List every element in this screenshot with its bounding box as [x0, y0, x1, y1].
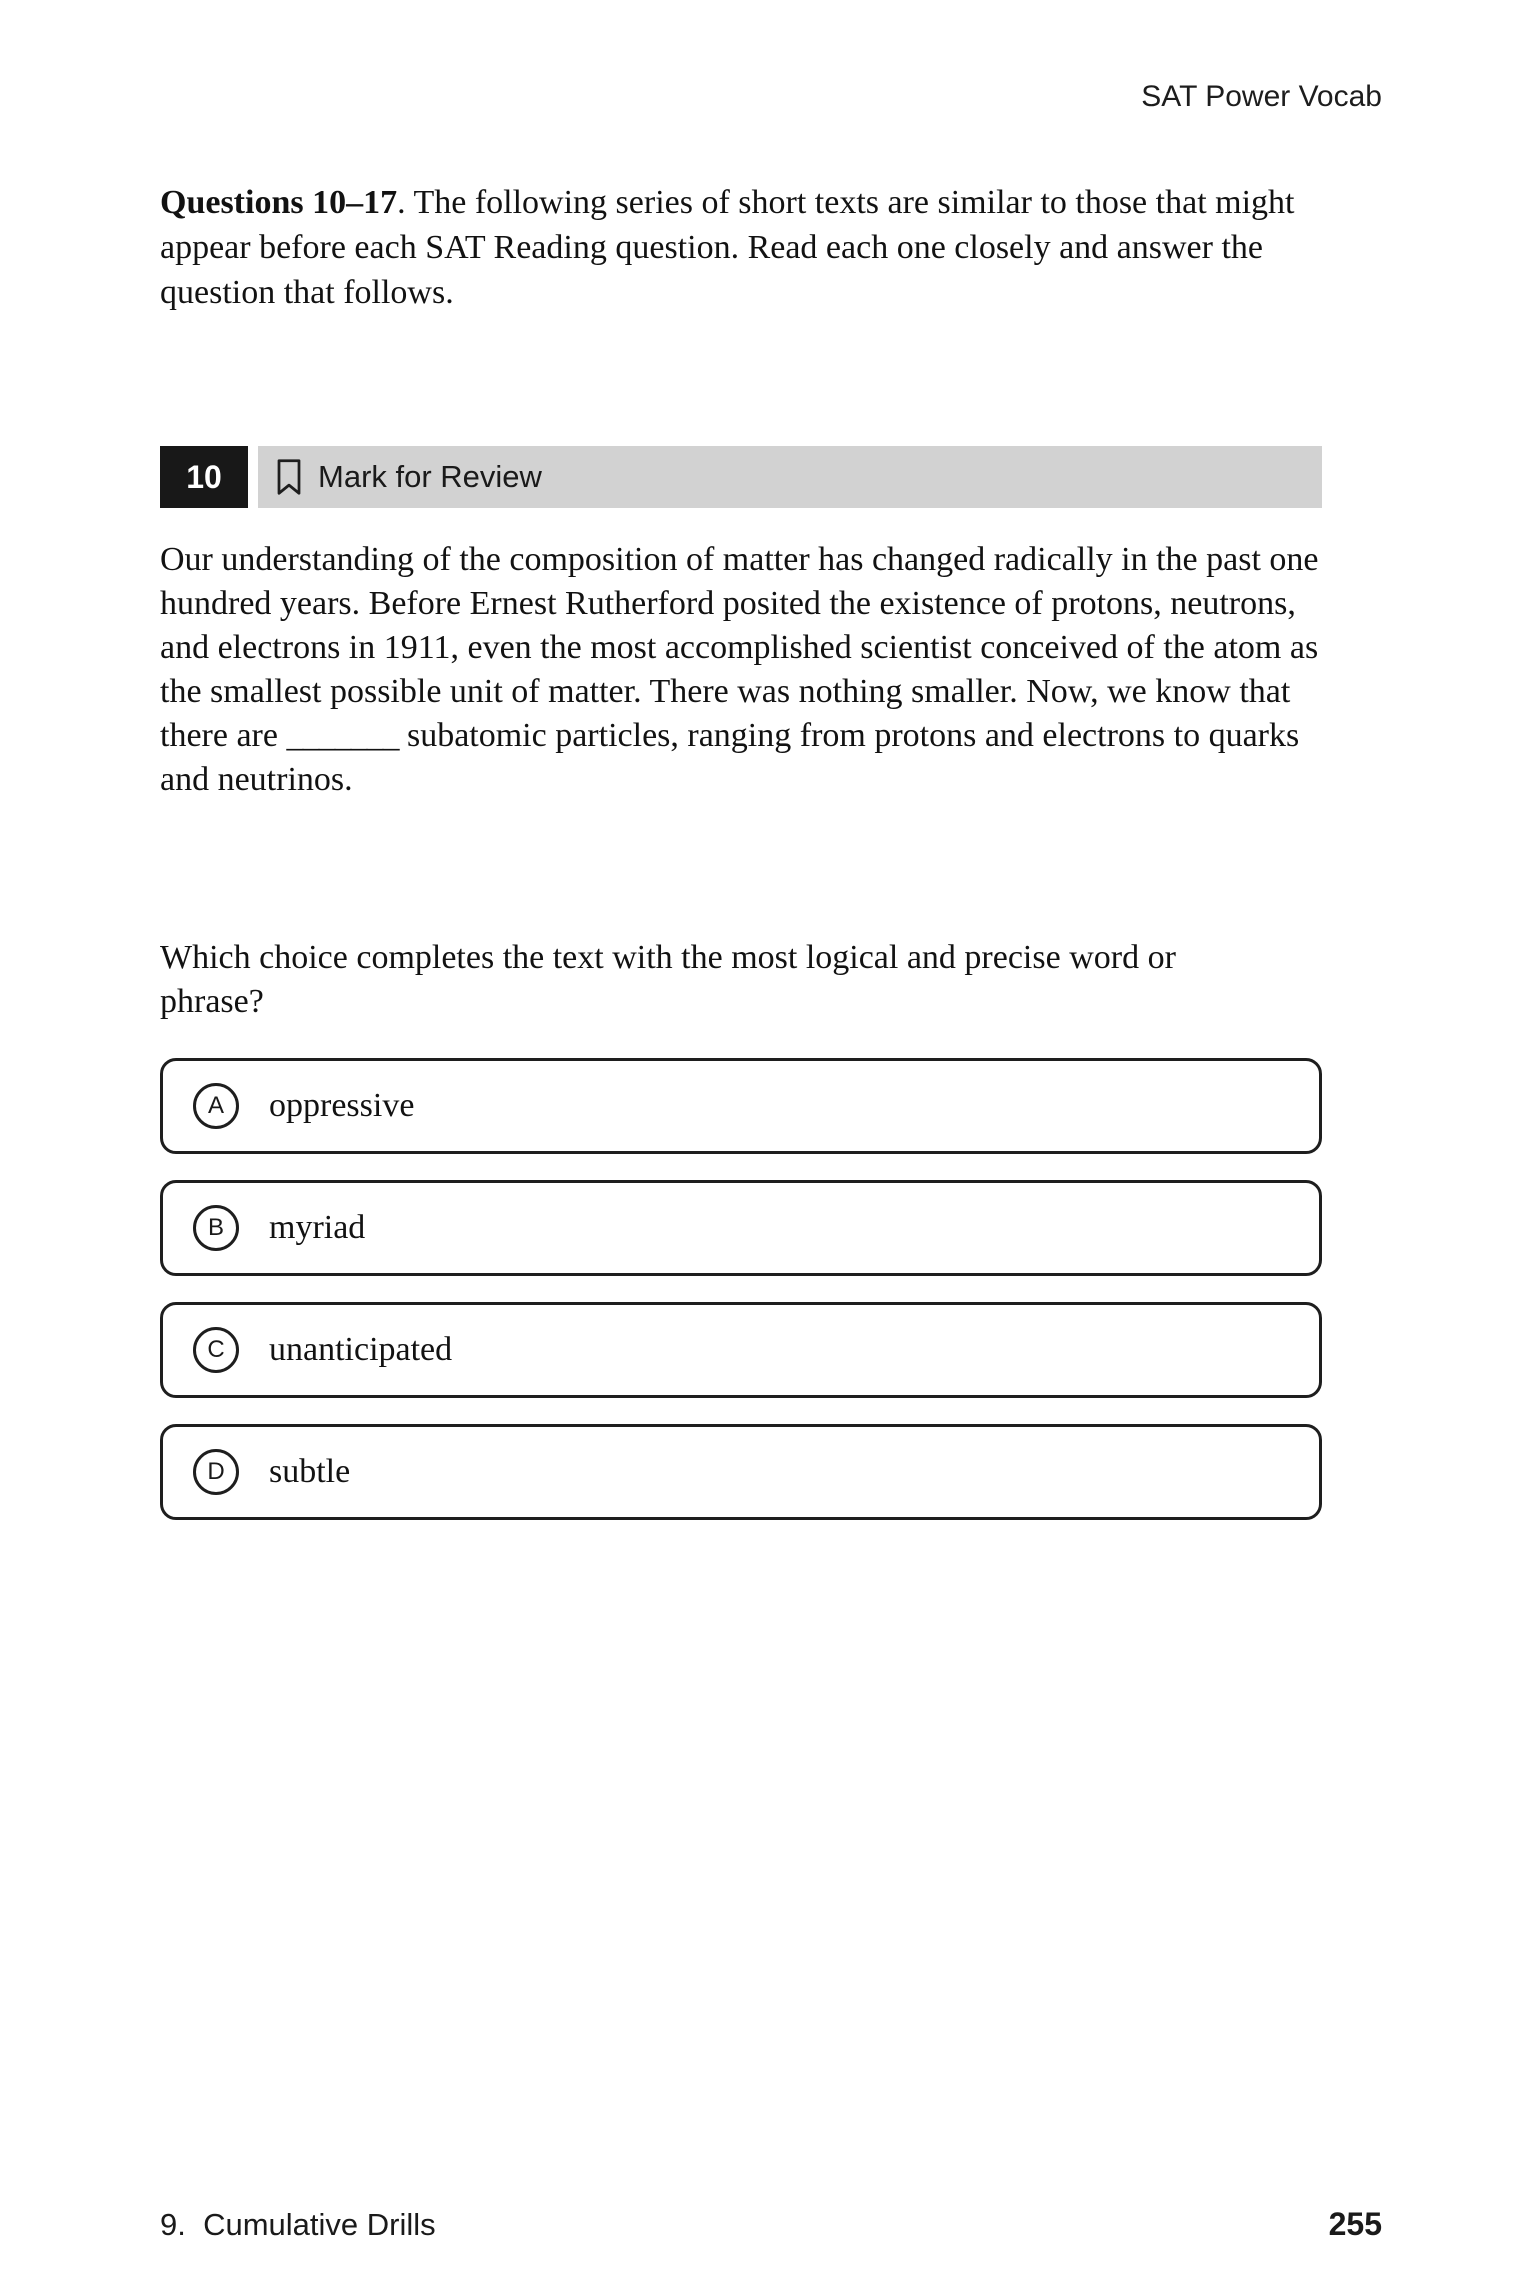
choice-option-d[interactable] [160, 1424, 1322, 1520]
choice-c-letter-badge: C [193, 1327, 239, 1373]
choice-a-label: oppressive [269, 1087, 415, 1124]
question-header-bar [160, 446, 1322, 508]
choice-c-label: unanticipated [269, 1331, 453, 1368]
passage-blank: _______ [286, 717, 399, 754]
question-prompt: Which choice completes the text with the most logical and precise word or phrase? [160, 939, 1176, 1020]
footer-chapter-title: 9. Cumulative Drills [160, 2207, 436, 2242]
mark-for-review-label: Mark for Review [318, 459, 542, 494]
choice-a-letter-badge: A [193, 1083, 239, 1129]
passage-after: subatomic particles, ranging from protons and electrons to quarks and neutrinos. [160, 717, 1300, 798]
choice-option-b[interactable] [160, 1180, 1322, 1276]
choice-d-letter-badge: D [193, 1449, 239, 1495]
passage-text [160, 538, 1322, 802]
bookmark-icon[interactable] [274, 458, 304, 496]
choice-option-c[interactable] [160, 1302, 1322, 1398]
footer-page-number: 255 [1328, 2206, 1382, 2242]
answer-choices [160, 1058, 1322, 1546]
choice-option-a[interactable] [160, 1058, 1322, 1154]
passage-before: Our understanding of the composition of matter has changed radically in the past one hundred years. Before Ernest Rutherford posited the existence of protons, neutrons, and electrons in 1911, even the most accomplished scientist conceived of the atom as the smallest possible unit of matter. There was nothing smaller. Now, we know that there are [160, 541, 1319, 754]
intro-bold: Questions 10–17 [160, 184, 398, 221]
choice-b-label: myriad [269, 1209, 366, 1246]
choice-b-letter-badge: B [193, 1205, 239, 1251]
page-footer [160, 2206, 1382, 2243]
intro-paragraph [160, 180, 1300, 315]
mark-for-review-button[interactable] [258, 446, 1322, 508]
question-number-badge: 10 [160, 446, 248, 508]
page-header-title: SAT Power Vocab [1141, 80, 1382, 113]
intro-rest: . The following series of short texts are similar to those that might appear before each SAT Reading question. Read each one closely and answer the question that follows. [160, 184, 1295, 311]
choice-d-label: subtle [269, 1453, 351, 1490]
